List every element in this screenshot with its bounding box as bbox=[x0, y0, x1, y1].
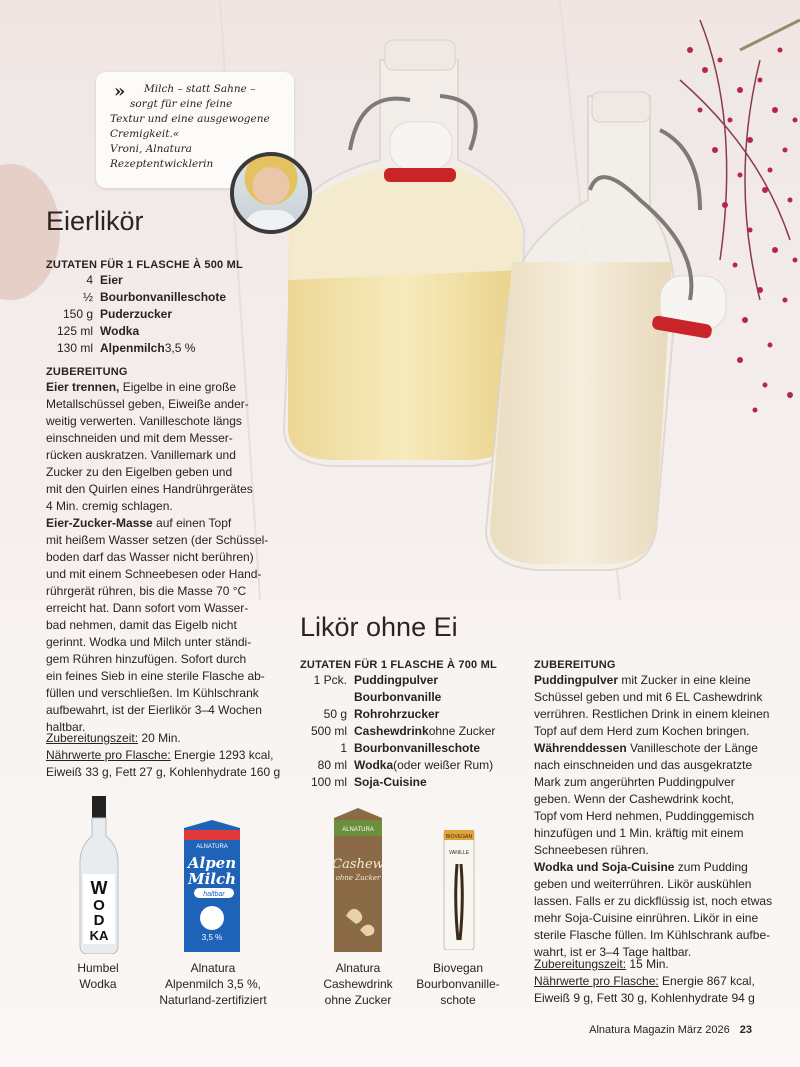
quote-line: Cremigkeit.« bbox=[110, 128, 180, 140]
prep-line bbox=[534, 876, 772, 893]
prep-line bbox=[46, 447, 268, 464]
recipe1-prep-heading: ZUBEREITUNG bbox=[46, 366, 128, 378]
recipe1-ingredients-heading: ZUTATEN FÜR 1 FLASCHE À 500 ML bbox=[46, 259, 243, 271]
product-caption-vanilla bbox=[408, 960, 508, 1008]
recipe2-info bbox=[534, 956, 755, 1007]
prep-text: Topf auf dem Herd zum Kochen bringen. bbox=[534, 724, 750, 738]
magazine-name: Alnatura Magazin März 2026 bbox=[589, 1024, 730, 1036]
ingredient-name: Bourbonvanilleschote bbox=[354, 741, 481, 755]
prep-text: Mark zum angerührten Puddingpulver bbox=[534, 775, 735, 789]
product-caption-line: Alnatura bbox=[190, 961, 236, 975]
ingredient-row bbox=[46, 340, 226, 357]
product-caption-line: Cashewdrink bbox=[323, 977, 393, 991]
prep-line bbox=[46, 532, 268, 549]
author-avatar bbox=[230, 152, 312, 234]
ingredient-amount: 80 ml bbox=[317, 758, 347, 772]
ingredient-row bbox=[46, 306, 226, 323]
cashew-label-text: Cashew bbox=[332, 857, 384, 872]
ingredient-note: 3,5 % bbox=[164, 341, 196, 355]
ingredient-name: Puderzucker bbox=[100, 307, 173, 321]
prep-text: Metallschüssel geben, Eiweiße ander- bbox=[46, 397, 249, 411]
prep-text: Eigelbe in eine große bbox=[119, 380, 237, 394]
prep-line bbox=[534, 672, 772, 689]
vodka-bottle-image bbox=[74, 796, 124, 954]
vanilla-brand-text: BIOVEGAN bbox=[445, 834, 473, 840]
prep-line bbox=[534, 825, 772, 842]
product-caption-line: ohne Zucker bbox=[324, 993, 392, 1007]
recipe2-nutrition-label: Nährwerte pro Flasche: bbox=[534, 974, 659, 988]
prep-line bbox=[46, 668, 268, 685]
prep-line bbox=[534, 740, 772, 757]
recipe1-info bbox=[46, 730, 280, 781]
cashew-brand-text: ALNATURA bbox=[342, 827, 374, 833]
prep-line bbox=[46, 481, 268, 498]
prep-line bbox=[46, 583, 268, 600]
ingredient-row bbox=[300, 723, 495, 740]
ingredient-amount bbox=[300, 689, 354, 706]
ingredient-amount: 130 ml bbox=[56, 341, 93, 355]
prep-line bbox=[534, 791, 772, 808]
recipe2-prep-text bbox=[534, 672, 772, 961]
quote-author: Vroni, Alnatura bbox=[110, 143, 192, 155]
page-footer bbox=[589, 1024, 752, 1036]
prep-text: Zucker zu den Eigelben geben und bbox=[46, 465, 233, 479]
prep-line bbox=[46, 413, 268, 430]
prep-line bbox=[46, 685, 268, 702]
recipe1-nutrition-value: Energie 1293 kcal, bbox=[170, 748, 274, 762]
ingredient-name: Alpenmilch bbox=[100, 341, 165, 355]
prep-line bbox=[46, 617, 268, 634]
prep-text: haltbar. bbox=[46, 720, 86, 734]
product-caption-line: Biovegan bbox=[432, 961, 484, 975]
prep-text: Vanilleschote der Länge bbox=[626, 741, 758, 755]
product-caption-line: Naturland-zertifiziert bbox=[159, 993, 267, 1007]
prep-text: lassen. Falls er zu dickflüssig ist, noch etwas bbox=[534, 894, 773, 908]
ingredient-amount: 1 bbox=[340, 741, 347, 755]
alpenmilch-carton-image bbox=[180, 818, 244, 952]
prep-line bbox=[46, 549, 268, 566]
prep-text: und mit einem Schneebesen oder Hand- bbox=[46, 567, 262, 581]
prep-line bbox=[534, 910, 772, 927]
prep-step-lead: Eier trennen, bbox=[46, 380, 120, 394]
prep-step-lead: Eier-Zucker-Masse bbox=[46, 516, 153, 530]
prep-line bbox=[534, 808, 772, 825]
prep-line bbox=[534, 706, 772, 723]
quote-arrow-icon: » bbox=[114, 81, 126, 102]
prep-text: geben und weiterrühren. Likör auskühlen bbox=[534, 877, 752, 891]
prep-text: weitig verwerten. Vanilleschote längs bbox=[46, 414, 242, 428]
prep-text: Schneebesen rühren. bbox=[534, 843, 649, 857]
vodka-label-text: O bbox=[93, 897, 105, 914]
prep-line bbox=[46, 634, 268, 651]
prep-line bbox=[534, 859, 772, 876]
milk-label-text: Alpen bbox=[187, 854, 237, 872]
prep-text: nach einschneiden und das ausgekratzte bbox=[534, 758, 753, 772]
recipe1-title: Eierlikör bbox=[46, 206, 144, 236]
milk-label-text: Milch bbox=[187, 870, 237, 888]
prep-text: wahrt, ist er 3–4 Tage haltbar. bbox=[534, 945, 692, 959]
recipe1-prep-text bbox=[46, 379, 268, 736]
prep-line bbox=[534, 927, 772, 944]
prep-line bbox=[534, 757, 772, 774]
prep-line bbox=[534, 893, 772, 910]
prep-step-lead: Währenddessen bbox=[534, 741, 627, 755]
prep-text: mit Zucker in eine kleine bbox=[618, 673, 751, 687]
milk-label-text: haltbar bbox=[203, 891, 225, 898]
prep-text: bad nehmen, damit das Eigelb nicht bbox=[46, 618, 237, 632]
recipe1-time-label: Zubereitungszeit: bbox=[46, 731, 139, 745]
product-caption-line: schote bbox=[440, 993, 476, 1007]
ingredient-note: (oder weißer Rum) bbox=[393, 758, 494, 772]
ingredient-name: Bourbonvanille bbox=[354, 690, 442, 704]
prep-line bbox=[46, 379, 268, 396]
milk-label-text: 3,5 % bbox=[201, 933, 223, 942]
prep-text: gerinnt. Wodka und Milch unter ständi- bbox=[46, 635, 252, 649]
ingredient-row bbox=[46, 289, 226, 306]
ingredient-amount: 50 g bbox=[323, 707, 347, 721]
recipe2-prep-heading: ZUBEREITUNG bbox=[534, 659, 616, 671]
product-caption-line: Alpenmilch 3,5 %, bbox=[164, 977, 262, 991]
prep-line bbox=[534, 842, 772, 859]
product-caption-cashewdrink bbox=[310, 960, 406, 1008]
prep-line bbox=[46, 600, 268, 617]
ingredient-amount: 500 ml bbox=[310, 724, 347, 738]
prep-step-lead: Wodka und Soja-Cuisine bbox=[534, 860, 675, 874]
ingredient-name: Soja-Cuisine bbox=[354, 775, 427, 789]
ingredient-row bbox=[300, 774, 495, 791]
product-caption-alpenmilch bbox=[146, 960, 280, 1008]
recipe1-nutrition-details: Eiweiß 33 g, Fett 27 g, Kohlenhydrate 160 g bbox=[46, 765, 281, 779]
milk-brand-text: ALNATURA bbox=[196, 844, 228, 850]
vodka-label-text: KA bbox=[89, 928, 109, 943]
product-caption-line: Humbel bbox=[77, 961, 119, 975]
prep-text: rührgerät rühren, bis die Masse 70 °C bbox=[46, 584, 247, 598]
ingredient-name: Rohrohrzucker bbox=[354, 707, 440, 721]
prep-text: ein feines Sieb in eine sterile Flasche ab- bbox=[46, 669, 265, 683]
recipe2-ingredient-list bbox=[300, 672, 495, 791]
prep-step-lead: Puddingpulver bbox=[534, 673, 618, 687]
ingredient-name: Wodka bbox=[354, 758, 394, 772]
ingredient-name: Cashewdrink bbox=[354, 724, 429, 738]
quote-author-role: Rezeptentwicklerin bbox=[110, 158, 214, 170]
prep-line bbox=[46, 430, 268, 447]
prep-text: rücken auskratzen. Vanillemark und bbox=[46, 448, 236, 462]
recipe2-time-value: 15 Min. bbox=[626, 957, 669, 971]
prep-line bbox=[46, 396, 268, 413]
prep-text: verrühren. Restlichen Drink in einem kleinen bbox=[534, 707, 770, 721]
ingredient-note: ohne Zucker bbox=[428, 724, 496, 738]
product-caption-vodka bbox=[60, 960, 136, 992]
prep-text: boden darf das Wasser nicht berühren) bbox=[46, 550, 254, 564]
ingredient-amount: 1 Pck. bbox=[313, 673, 347, 687]
ingredient-amount: ½ bbox=[82, 290, 93, 304]
quote-line: Textur und eine ausgewogene bbox=[110, 113, 270, 125]
prep-text: mit heißem Wasser setzen (der Schüssel- bbox=[46, 533, 269, 547]
prep-text: sterile Flasche füllen. Im Kühlschrank aufbe- bbox=[534, 928, 771, 942]
prep-text: hinzufügen und 1 Min. kräftig mit einem bbox=[534, 826, 744, 840]
quote-line: sorgt für eine feine bbox=[130, 98, 233, 110]
recipe2-nutrition-value: Energie 867 kcal, bbox=[658, 974, 755, 988]
recipe2-title: Likör ohne Ei bbox=[300, 612, 458, 642]
prep-text: mit den Quirlen eines Handrührgerätes bbox=[46, 482, 253, 496]
ingredient-row bbox=[300, 757, 495, 774]
prep-text: einschneiden und mit dem Messer- bbox=[46, 431, 233, 445]
prep-text: zum Pudding bbox=[674, 860, 748, 874]
prep-text: auf einen Topf bbox=[152, 516, 232, 530]
quote-line: Milch – statt Sahne – bbox=[144, 83, 256, 95]
ingredient-amount: 125 ml bbox=[56, 324, 93, 338]
ingredient-name: Puddingpulver bbox=[354, 673, 438, 687]
recipe1-nutrition-label: Nährwerte pro Flasche: bbox=[46, 748, 171, 762]
ingredient-name: Wodka bbox=[100, 324, 140, 338]
prep-line bbox=[46, 464, 268, 481]
ingredient-row bbox=[46, 272, 226, 289]
recipe2-ingredients-heading: ZUTATEN FÜR 1 FLASCHE À 700 ML bbox=[300, 659, 497, 671]
ingredient-amount: 100 ml bbox=[310, 775, 347, 789]
recipe2-time-label: Zubereitungszeit: bbox=[534, 957, 627, 971]
prep-line bbox=[534, 774, 772, 791]
prep-text: Topf vom Herd nehmen, Puddinggemisch bbox=[534, 809, 755, 823]
ingredient-amount: 150 g bbox=[62, 307, 93, 321]
ingredient-name: Bourbonvanilleschote bbox=[100, 290, 227, 304]
prep-text: aufbewahrt, ist der Eierlikör 3–4 Wochen bbox=[46, 703, 262, 717]
prep-text: erreicht hat. Dann sofort vom Wasser- bbox=[46, 601, 249, 615]
prep-line bbox=[46, 651, 268, 668]
vodka-label-text: W bbox=[90, 878, 108, 898]
prep-text: 4 Min. cremig schlagen. bbox=[46, 499, 173, 513]
ingredient-name: Eier bbox=[100, 273, 123, 287]
prep-line bbox=[534, 723, 772, 740]
ingredient-row bbox=[46, 323, 226, 340]
cashew-label-text: ohne Zucker bbox=[335, 874, 381, 882]
prep-line bbox=[46, 702, 268, 719]
vanilla-pod-package-image bbox=[442, 830, 476, 950]
ingredient-row bbox=[300, 740, 495, 757]
product-caption-line: Wodka bbox=[79, 977, 117, 991]
prep-text: geben. Wenn der Cashewdrink kocht, bbox=[534, 792, 734, 806]
prep-text: füllen und verschließen. Im Kühlschrank bbox=[46, 686, 259, 700]
recipe1-ingredient-list bbox=[46, 272, 226, 357]
page-number: 23 bbox=[739, 1024, 752, 1036]
ingredient-row bbox=[300, 706, 495, 723]
recipe2-nutrition-details: Eiweiß 9 g, Fett 30 g, Kohlenhydrate 94 g bbox=[534, 991, 755, 1005]
cashewdrink-carton-image bbox=[330, 806, 386, 952]
product-caption-line: Alnatura bbox=[335, 961, 381, 975]
ingredient-amount: 4 bbox=[86, 273, 93, 287]
prep-line bbox=[534, 689, 772, 706]
prep-line bbox=[46, 515, 268, 532]
vanilla-label-text: VANILLE bbox=[448, 850, 470, 856]
ingredient-row bbox=[300, 672, 495, 689]
vodka-label-text: D bbox=[93, 912, 105, 929]
prep-line bbox=[46, 566, 268, 583]
ingredient-row bbox=[300, 689, 495, 706]
recipe1-time-value: 20 Min. bbox=[138, 731, 181, 745]
prep-text: mehr Soja-Cuisine einrühren. Likör in eine bbox=[534, 911, 759, 925]
prep-text: gem Rühren hinzufügen. Sofort durch bbox=[46, 652, 247, 666]
prep-line bbox=[46, 498, 268, 515]
prep-text: Schüssel geben und mit 6 EL Cashewdrink bbox=[534, 690, 763, 704]
product-caption-line: Bourbonvanille- bbox=[416, 977, 500, 991]
